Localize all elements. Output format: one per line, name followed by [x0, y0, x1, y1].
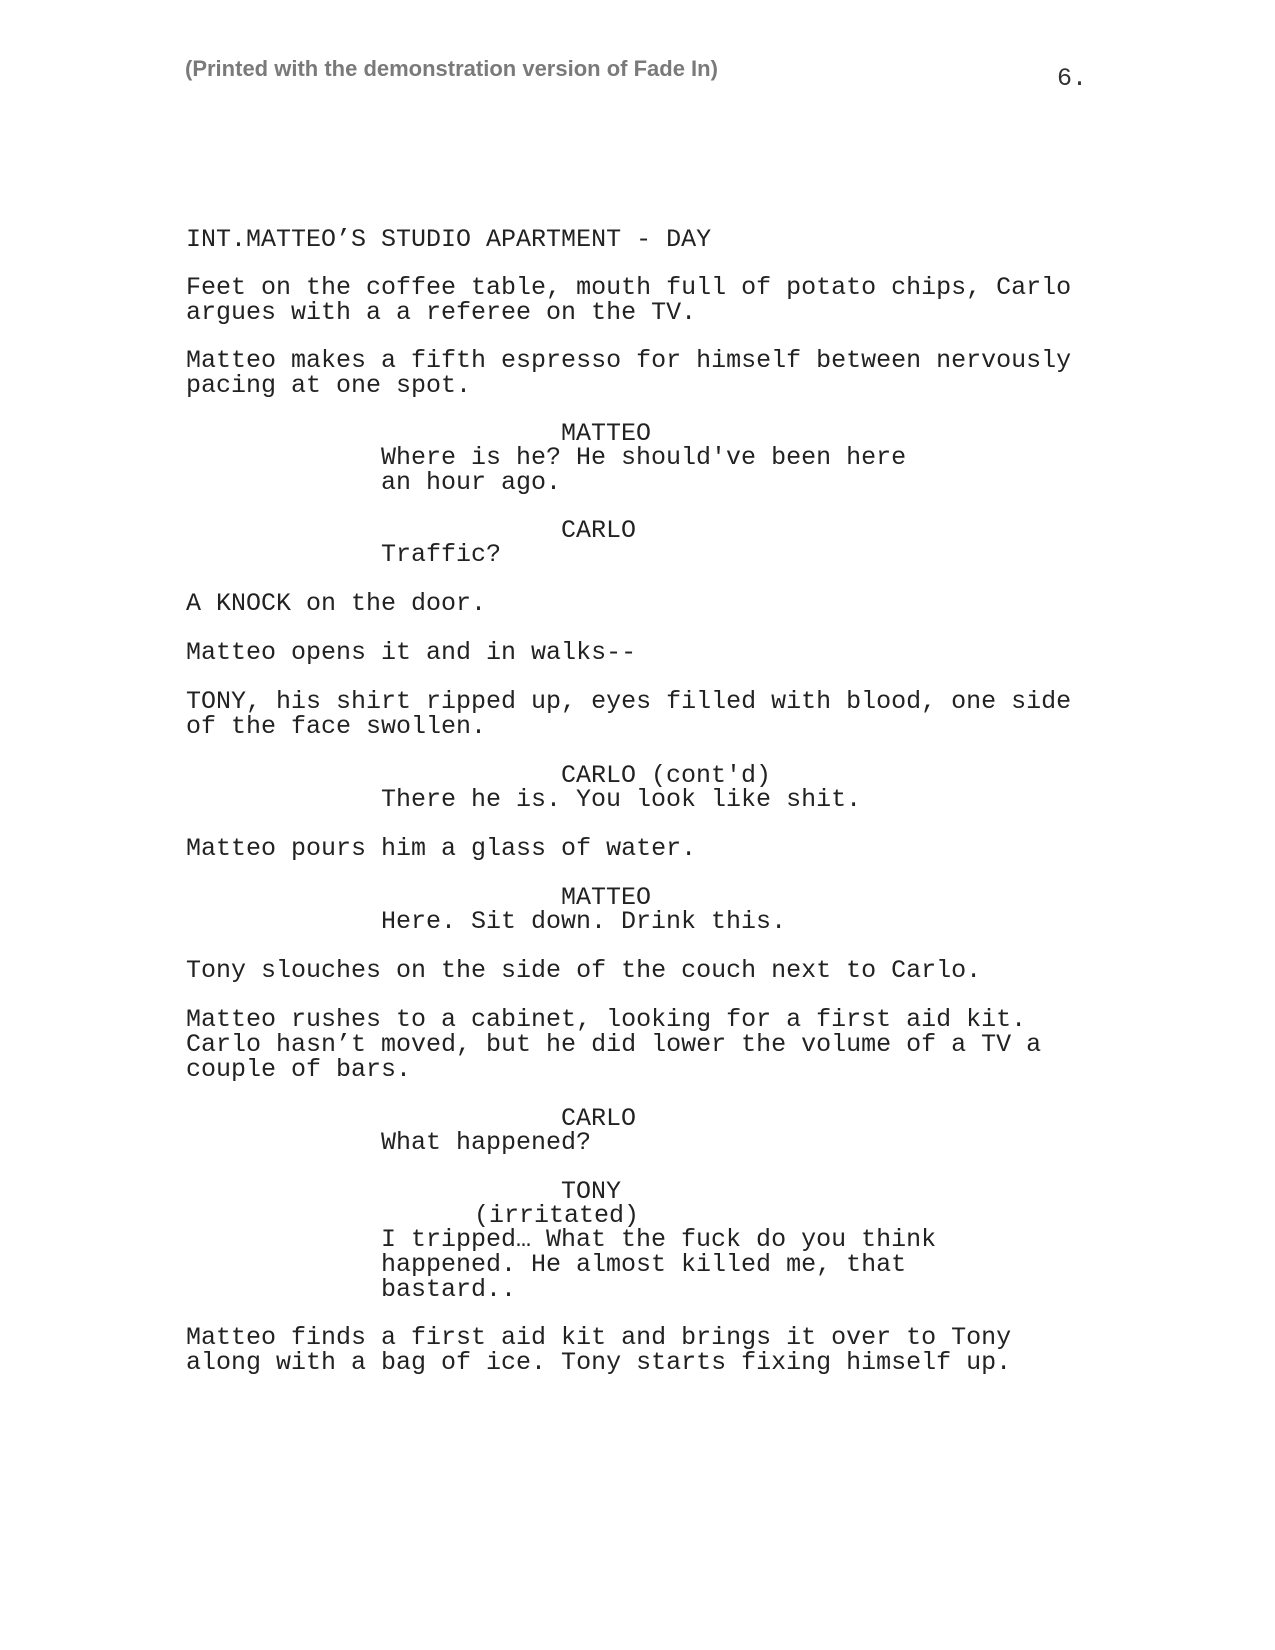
action-line: Matteo finds a first aid kit and brings it over to Tony along with a bag of ice. Tony starts fixing himself up.: [186, 1323, 1012, 1377]
character-cue: CARLO (cont'd): [561, 761, 772, 790]
page-number: 6.: [1057, 64, 1088, 93]
action-line: Matteo pours him a glass of water.: [186, 834, 697, 863]
character-cue: CARLO: [561, 516, 637, 545]
character-cue: CARLO: [561, 1104, 637, 1133]
header-note: (Printed with the demonstration version of Fade In): [185, 56, 718, 81]
dialogue: I tripped… What the fuck do you think happened. He almost killed me, that bastard..: [381, 1225, 937, 1304]
dialogue: What happened?: [381, 1128, 592, 1157]
character-cue: MATTEO: [561, 883, 652, 912]
action-line: A KNOCK on the door.: [186, 589, 487, 618]
dialogue: There he is. You look like shit.: [381, 785, 862, 814]
character-cue: TONY: [561, 1177, 622, 1206]
character-cue: MATTEO: [561, 419, 652, 448]
parenthetical: (irritated): [474, 1201, 640, 1230]
scene-heading: INT.MATTEO’S STUDIO APARTMENT - DAY: [186, 225, 712, 254]
dialogue: Here. Sit down. Drink this.: [381, 907, 787, 936]
action-line: Feet on the coffee table, mouth full of potato chips, Carlo argues with a a referee on the TV.: [186, 273, 1072, 327]
action-line: Matteo opens it and in walks--: [186, 638, 637, 667]
action-line: TONY, his shirt ripped up, eyes filled with blood, one side of the face swollen.: [186, 687, 1072, 741]
action-line: Tony slouches on the side of the couch next to Carlo.: [186, 956, 982, 985]
action-line: Matteo makes a fifth espresso for himself between nervously pacing at one spot.: [186, 346, 1072, 400]
action-line: Matteo rushes to a cabinet, looking for a first aid kit. Carlo hasn’t moved, but he did lower the volume of a TV a couple of bars.: [186, 1005, 1042, 1084]
dialogue: Where is he? He should've been here an hour ago.: [381, 443, 907, 497]
dialogue: Traffic?: [381, 540, 502, 569]
